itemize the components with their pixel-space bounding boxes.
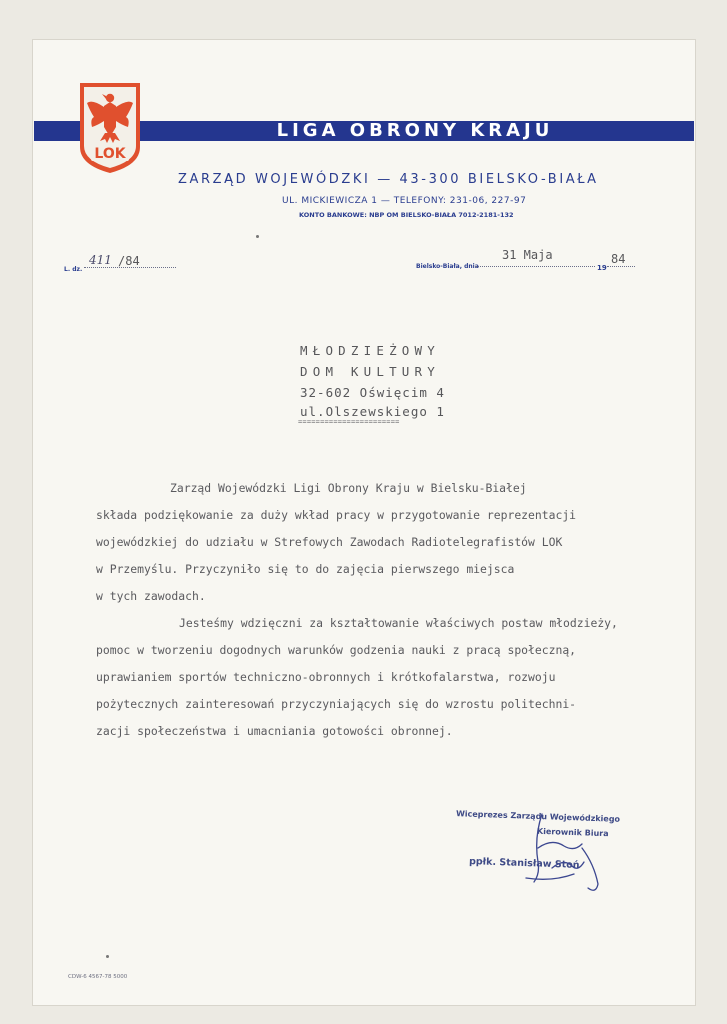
stamp-subtitle: Kierownik Biura bbox=[536, 826, 609, 839]
body-p1-line-3: wojewódzkiej do udziału w Strefowych Zawodach Radiotelegrafistów LOK bbox=[96, 535, 563, 549]
body-p1-line-1: Zarząd Wojewódzki Ligi Obrony Kraju w Bielsku-Białej bbox=[170, 481, 527, 495]
board-address: ZARZĄD WOJEWÓDZKI — 43-300 BIELSKO-BIAŁA bbox=[178, 172, 599, 187]
year-suffix: 84 bbox=[611, 252, 626, 266]
body-p1-line-5: w tych zawodach. bbox=[96, 589, 206, 603]
year-prefix: 19 bbox=[597, 264, 607, 272]
logo-lettering: LOK bbox=[94, 146, 126, 162]
signatory-name: ppłk. Stanisław Stoń bbox=[468, 856, 580, 871]
year-dotted-line bbox=[607, 266, 635, 267]
reference-label: L. dz. bbox=[64, 266, 83, 273]
body-p1-line-4: w Przemyślu. Przyczyniło się to do zajęcia pierwszego miejsca bbox=[96, 562, 515, 576]
recipient-line-4: ul.Olszewskiego 1 bbox=[300, 404, 445, 419]
handwritten-signature bbox=[512, 808, 612, 900]
reference-year: /84 bbox=[118, 254, 140, 268]
body-p2-line-3: uprawianiem sportów techniczno-obronnych i krótkofalarstwa, rozwoju bbox=[96, 670, 556, 684]
body-p2-line-1: Jesteśmy wdzięczni za kształtowanie właściwych postaw młodzieży, bbox=[179, 616, 618, 630]
date-dotted-line bbox=[475, 266, 595, 267]
print-code: CDW-6 4567-78 5000 bbox=[68, 974, 128, 980]
body-p2-line-4: pożytecznych zainteresowań przyczyniających się do wzrostu politechni- bbox=[96, 697, 577, 711]
reference-dotted-line bbox=[84, 267, 176, 268]
reference-handwritten-number: 411 bbox=[89, 253, 112, 267]
body-p1-line-2: składa podziękowanie za duży wkład pracy w przygotowanie reprezentacji bbox=[96, 508, 577, 522]
recipient-line-3: 32-602 Oświęcim 4 bbox=[300, 385, 445, 400]
date-value: 31 Maja bbox=[502, 248, 553, 262]
place-label: Bielsko-Biała, dnia bbox=[416, 263, 479, 270]
street-and-phones: UL. MICKIEWICZA 1 — TELEFONY: 231-06, 227-97 bbox=[282, 196, 527, 206]
ink-speck-2 bbox=[106, 955, 109, 958]
recipient-line-1: MŁODZIEŻOWY bbox=[300, 343, 440, 358]
recipient-line-2: DOM KULTURY bbox=[300, 364, 440, 379]
ink-speck bbox=[256, 235, 259, 238]
bank-account: KONTO BANKOWE: NBP OM BIELSKO-BIAŁA 7012-2181-132 bbox=[299, 211, 514, 219]
organization-title: LIGA OBRONY KRAJU bbox=[276, 120, 554, 141]
stamp-title: Wiceprezes Zarządu Wojewódzkiego bbox=[455, 809, 621, 824]
body-p2-line-2: pomoc w tworzeniu dogodnych warunków godzenia nauki z pracą społeczną, bbox=[96, 643, 577, 657]
lok-eagle-logo bbox=[78, 81, 142, 175]
body-p2-line-5: zacji społeczeństwa i umacniania gotowości obronnej. bbox=[96, 724, 453, 738]
recipient-underline: ======================= bbox=[298, 418, 400, 426]
